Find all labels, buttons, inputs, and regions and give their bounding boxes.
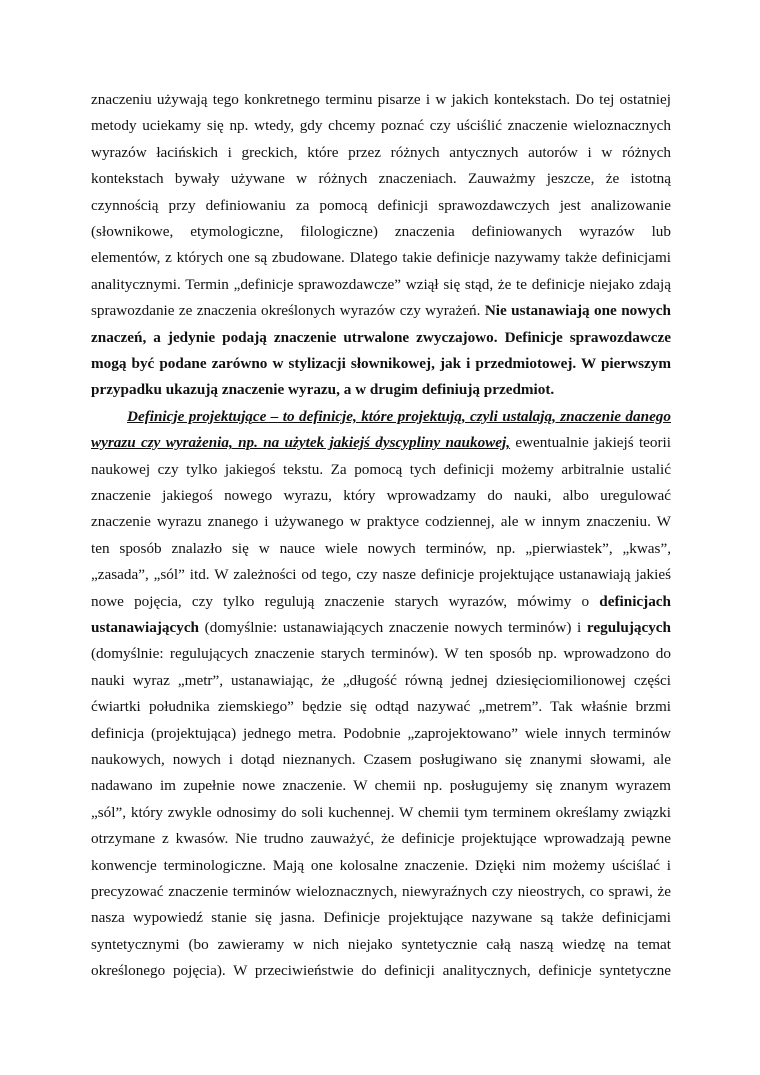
plain-text: (domyślnie: ustanawiających znaczenie nowych terminów) i (199, 619, 587, 636)
text-line (91, 298, 671, 324)
text-line: otrzymane z kwasów. Nie trudno zauważyć, że definicje projektujące wprowadzają pewne (91, 830, 671, 848)
bold-text: definicjach (599, 592, 671, 610)
text-line (91, 430, 671, 456)
emphasized-text-line: Definicje projektujące – to definicje, które projektują, czyli ustalają, znaczenie danego (127, 407, 671, 425)
text-line: czynnością przy definiowaniu za pomocą definicji sprawozdawczych jest analizowanie (91, 196, 671, 214)
text-line: nauki wyraz „metr”, ustanawiając, że „długość równą jednej dziesięciomilionowej części (91, 671, 671, 689)
emphasized-text: wyrazu czy wyrażenia, np. na użytek jakiejś dyscypliny naukowej, (91, 434, 511, 452)
bold-text-line: znaczeń, a jedynie podają znaczenie utrwalone zwyczajowo. Definicje sprawozdawcze (91, 328, 671, 346)
text-line: kontekstach bywały używane w różnych znaczeniach. Zauważmy jeszcze, że istotną (91, 170, 671, 188)
text-line: elementów, z których one są zbudowane. Dlatego takie definicje nazywamy także definicjami (91, 249, 671, 267)
text-line: metody uciekamy się np. wtedy, gdy chcemy poznać czy uściślić znaczenie wieloznacznych (91, 117, 671, 135)
text-line: „sól”, który zwykle odnosimy do soli kuchennej. W chemii tym terminem określamy związki (91, 803, 671, 821)
bold-text: regulujących (586, 619, 671, 636)
text-line: wyrazów łacińskich i greckich, które przez różnych antycznych autorów i w różnych (91, 143, 671, 161)
text-line: analitycznymi. Termin „definicje sprawozdawcze” wziął się stąd, że te definicje niejako zdają (91, 275, 671, 293)
text-line: „zasada”, „sól” itd. W zależności od tego, czy nasze definicje projektujące ustanawiają jakieś (91, 566, 671, 584)
plain-text: nowe pojęcia, czy tylko regulują znaczenie starych wyrazów, mówimy o (91, 592, 600, 610)
text-line: ćwiartki południka ziemskiego” będzie się odtąd nazywać „metrem”. Tak właśnie brzmi (91, 698, 671, 716)
bold-text-line: przypadku ukazują znaczenie wyrazu, a w drugim definiują przedmiot. (91, 381, 555, 399)
text-line: konwencje terminologiczne. Mają one kolosalne znaczenie. Dzięki nim możemy uściślać i (91, 856, 671, 874)
text-line: syntetycznymi (bo zawieramy w nich niejako syntetycznie całą naszą wiedzę na temat (91, 935, 671, 953)
bold-text: ustanawiających (91, 619, 200, 636)
text-line: znaczenie wyrazu znanego i używanego w praktyce codziennej, ale w innym znaczeniu. W (91, 513, 671, 531)
text-line: precyzować znaczenie terminów wieloznacznych, niewyraźnych czy nieostrych, co sprawi, że (91, 883, 671, 900)
text-line (91, 589, 671, 615)
text-line: naukowej czy tylko jakiegoś tekstu. Za pomocą tych definicji możemy arbitralnie ustalić (91, 460, 671, 478)
bold-text-line: mogą być podane zarówno w stylizacji słownikowej, jak i przedmiotowej. W pierwszym (91, 355, 671, 372)
text-line: (słownikowe, etymologiczne, filologiczne) znaczenia definiowanych wyrazów lub (91, 223, 671, 240)
plain-text: sprawozdanie ze znaczenia określonych wyrazów czy wyrażeń. (91, 302, 485, 320)
text-line: nadawano im zupełnie nowe znaczenie. W chemii np. posługujemy się znanym wyrazem (91, 777, 671, 795)
text-line: definicja (projektująca) jednego metra. Podobnie „zaprojektowano” wiele innych terminów (91, 724, 671, 742)
plain-text: ewentualnie jakiejś teorii (510, 434, 671, 452)
text-line: naukowych, nowych i dotąd nieznanych. Czasem posługiwano się znanymi słowami, ale (91, 751, 671, 768)
text-line: nasza wypowiedź stanie się jasna. Definicje projektujące nazywane są także definicjami (91, 909, 671, 927)
text-line: znaczeniu używają tego konkretnego terminu pisarze i w jakich kontekstach. Do tej ostatniej (91, 91, 671, 108)
text-line: ten sposób znalazło się w nauce wiele nowych terminów, np. „pierwiastek”, „kwas”, (91, 539, 671, 557)
bold-text: Nie ustanawiają one nowych (484, 302, 671, 320)
text-line: określonego pojęcia). W przeciwieństwie do definicji analitycznych, definicje syntetyczne (91, 962, 671, 980)
text-line (91, 615, 671, 641)
text-line: (domyślnie: regulujących znaczenie starych terminów). W ten sposób np. wprowadzono do (91, 645, 671, 663)
text-line: znaczenie jakiegoś nowego wyrazu, który wprowadzamy do nauki, albo uregulować (91, 487, 671, 504)
